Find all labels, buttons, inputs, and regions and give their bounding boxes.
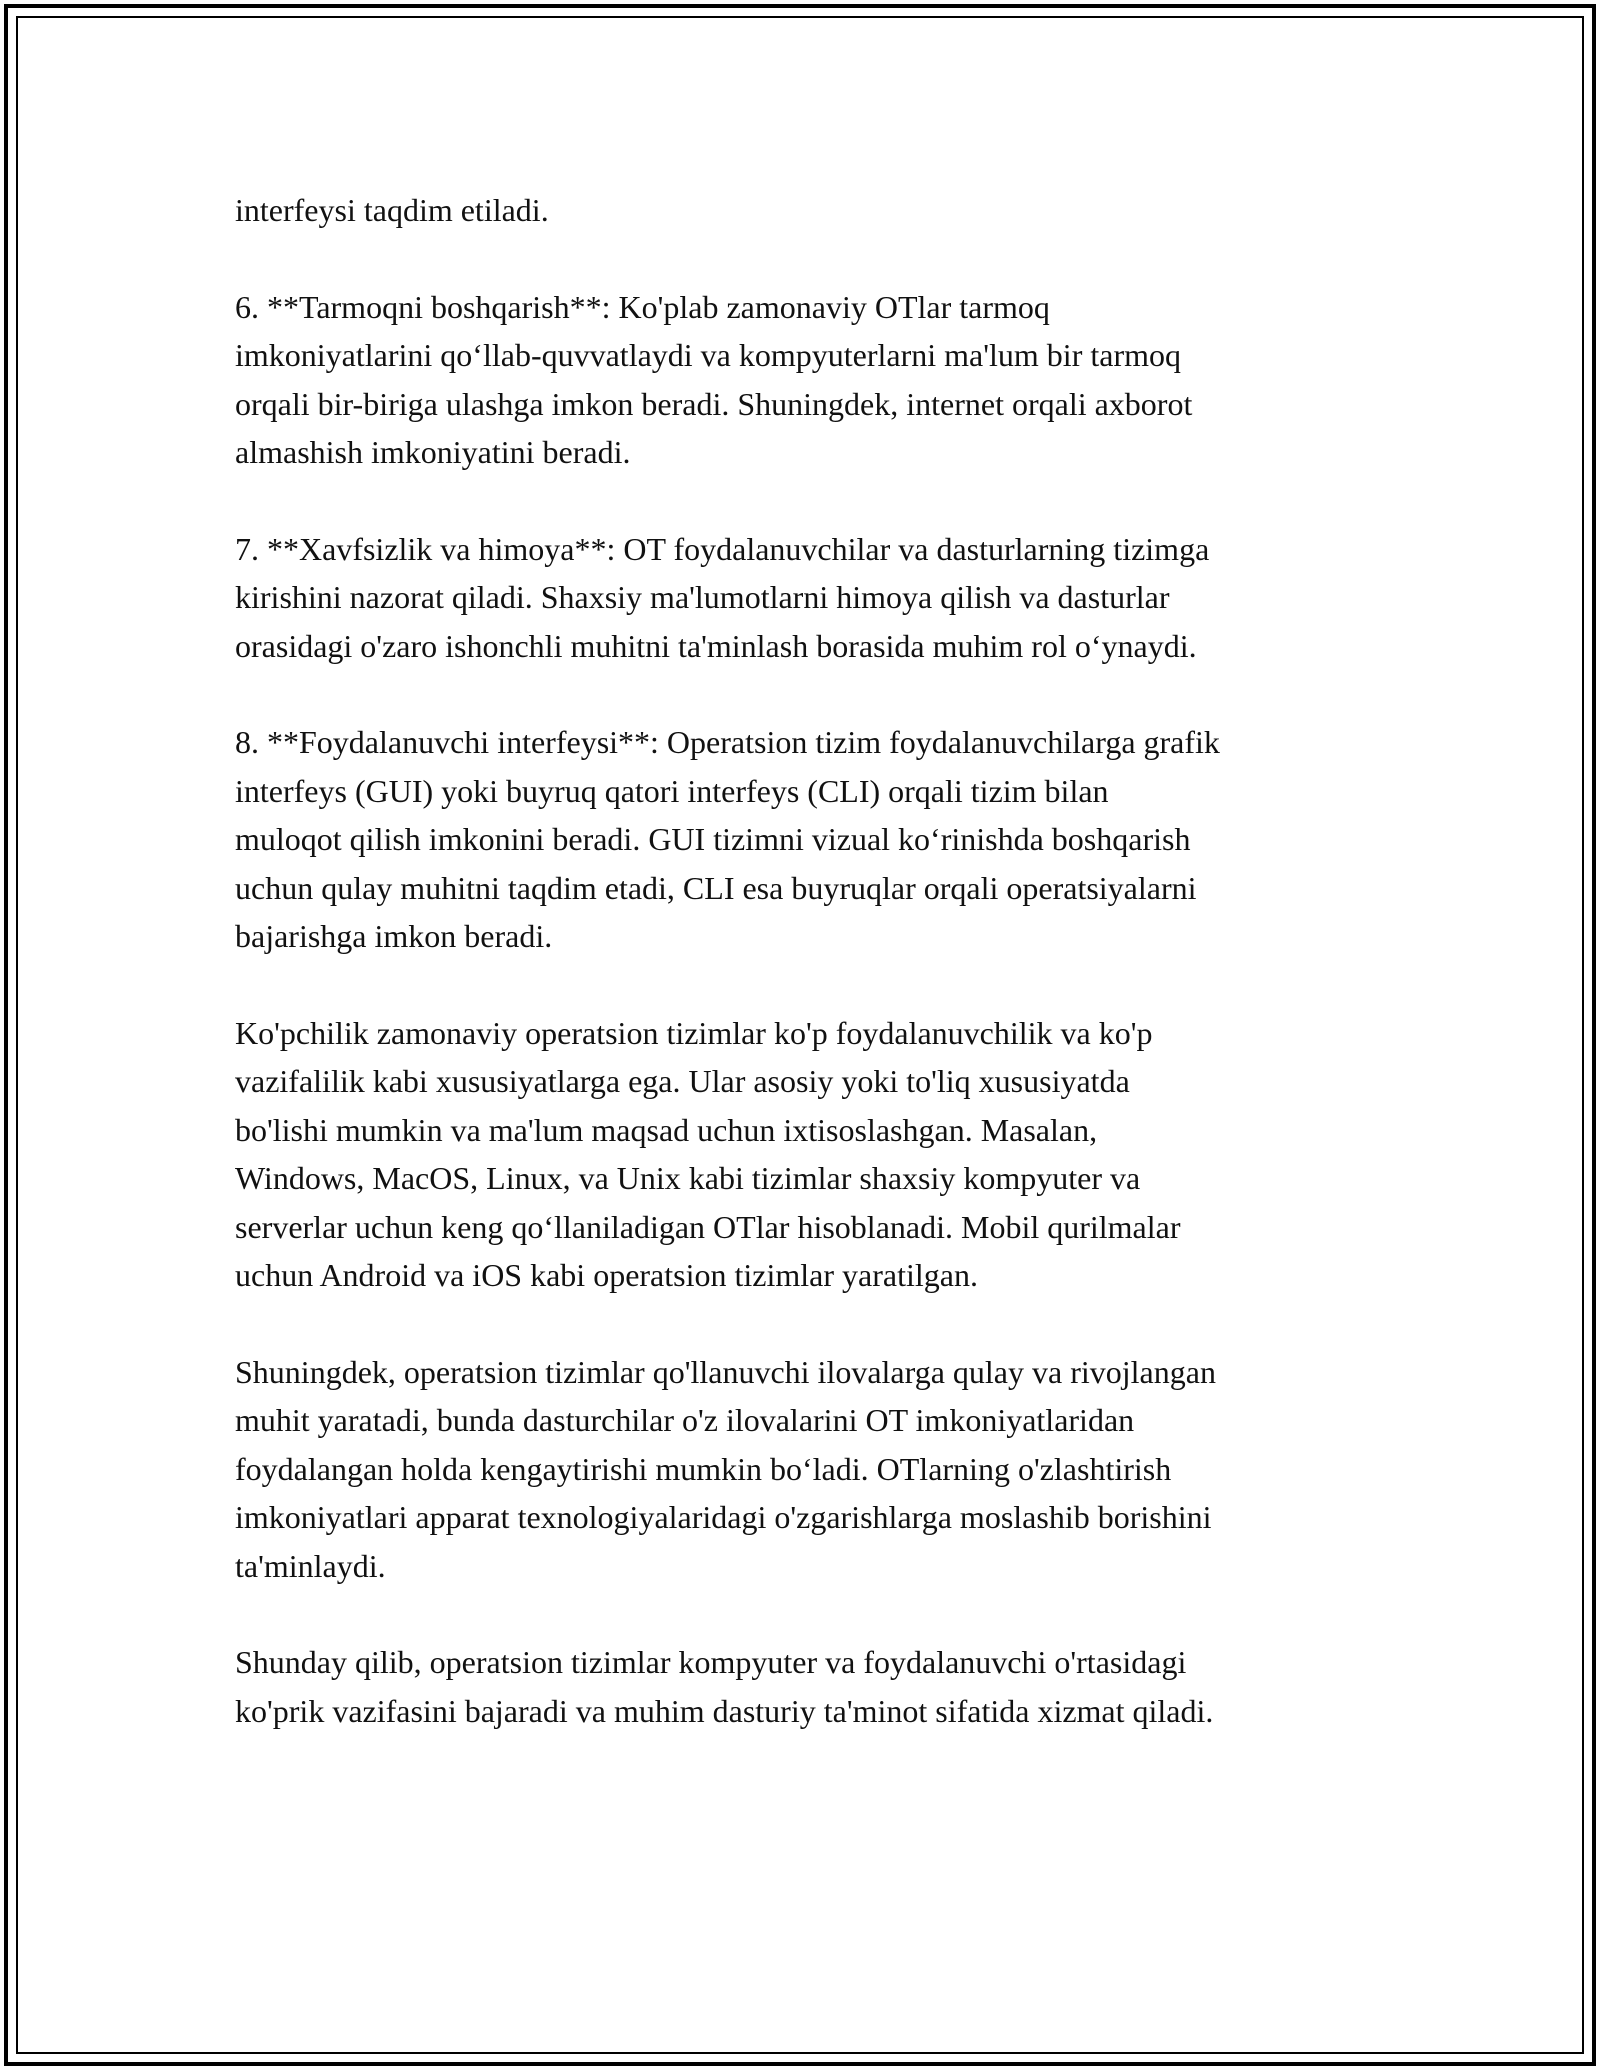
paragraph-network-management: 6. **Tarmoqni boshqarish**: Ko'plab zamonaviy OTlar tarmoq imkoniyatlarini qo‘llab-quvvatlaydi va kompyuterlarni ma'lum bir tarmoq orqali bir-biriga ulashga imkon beradi. Shuningdek, internet orqali axborot almashish imkoniyatini beradi.: [235, 288, 1193, 470]
paragraph-security: 7. **Xavfsizlik va himoya**: OT foydalanuvchilar va dasturlarning tizimga kirishini nazorat qiladi. Shaxsiy ma'lumotlarni himoya qilish va dasturlar orasidagi o'zaro ishonchli muhitni ta'minlash borasida muhim rol o‘ynaydi.: [235, 530, 1210, 664]
paragraph-user-interface: 8. **Foydalanuvchi interfeysi**: Operatsion tizim foydalanuvchilarga grafik interfeys (GUI) yoki buyruq qatori interfeys (CLI) orqali tizim bilan muloqot qilish imkonini beradi. GUI tizimni vizual ko‘rinishda boshqarish uchun qulay muhitni taqdim etadi, CLI esa buyruqlar orqali operatsiyalarni bajarishga imkon beradi.: [235, 724, 1220, 954]
paragraph-conclusion: Shunday qilib, operatsion tizimlar kompyuter va foydalanuvchi o'rtasidagi ko'prik vazifasini bajaradi va muhim dasturiy ta'minot sifatida xizmat qiladi.: [235, 1644, 1214, 1729]
document-body: [235, 186, 1375, 1783]
paragraph-applications: Shuningdek, operatsion tizimlar qo'llanuvchi ilovalarga qulay va rivojlangan muhit yaratadi, bunda dasturchilar o'z ilovalarini OT imkoniyatlaridan foydalangan holda kengaytirishi mumkin bo‘ladi. OTlarning o'zlashtirish imkoniyatlari apparat texnologiyalaridagi o'zgarishlarga moslashib borishini ta'minlaydi.: [235, 1353, 1216, 1584]
paragraph-modern-os: Ko'pchilik zamonaviy operatsion tizimlar ko'p foydalanuvchilik va ko'p vazifalilik kabi xususiyatlarga ega. Ular asosiy yoki to'liq xususiyatda bo'lishi mumkin va ma'lum maqsad uchun ixtisoslashgan. Masalan, Windows, MacOS, Linux, va Unix kabi tizimlar shaxsiy kompyuter va serverlar uchun keng qo‘llaniladigan OTlar hisoblanadi. Mobil qurilmalar uchun Android va iOS kabi operatsion tizimlar yaratilgan.: [235, 1014, 1181, 1293]
paragraph-continuation: interfeysi taqdim etiladi.: [235, 192, 549, 228]
